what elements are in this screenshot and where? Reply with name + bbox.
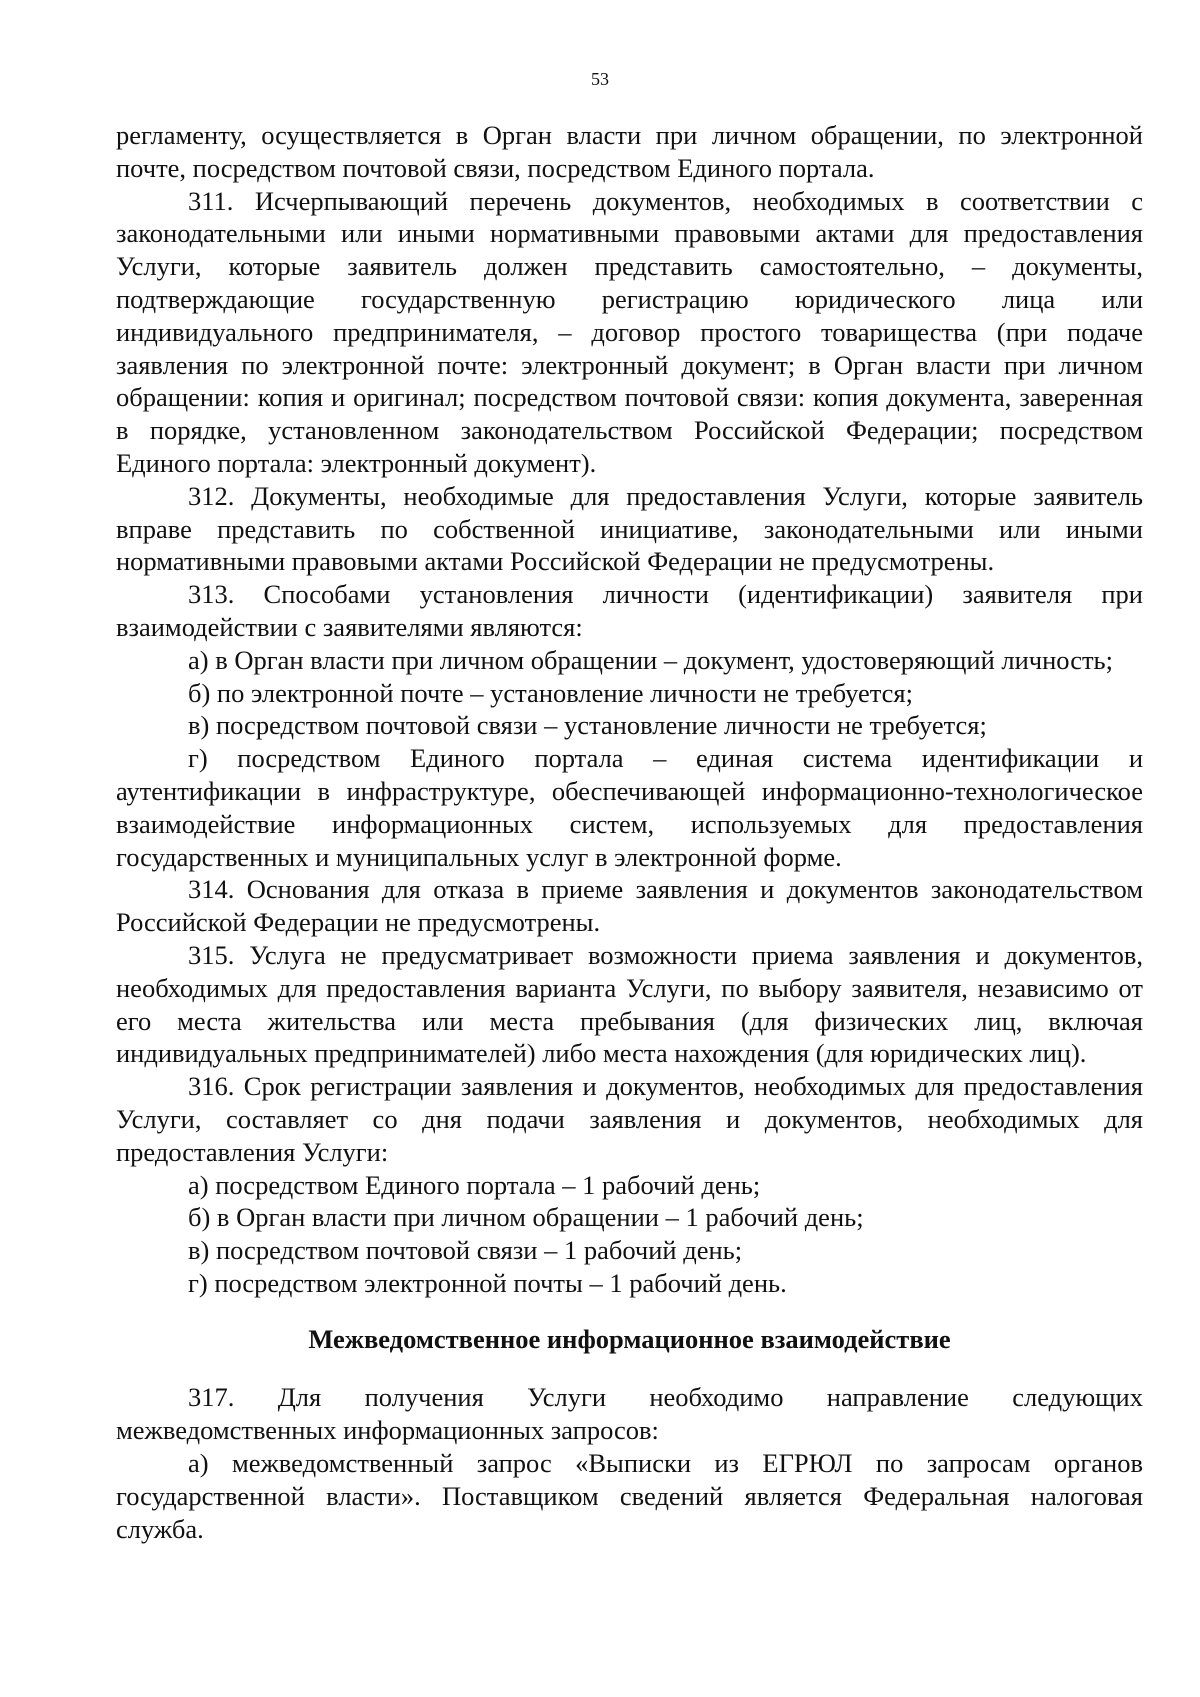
paragraph-317: 317. Для получения Услуги необходимо направление следующих межведомственных информационных запросов: bbox=[116, 1382, 1143, 1446]
section-heading: Межведомственное информационное взаимодействие bbox=[308, 1323, 951, 1354]
paragraph-316-v: в) посредством почтовой связи – 1 рабочий день; bbox=[188, 1235, 743, 1266]
paragraph-314: 314. Основания для отказа в приеме заявления и документов законодательством Российской Федерации не предусмотрены. bbox=[116, 874, 1143, 938]
paragraph-316-b: б) в Орган власти при личном обращении – 1 рабочий день; bbox=[188, 1202, 864, 1233]
paragraph-313: 313. Способами установления личности (идентификации) заявителя при взаимодействии с заявителями являются: bbox=[116, 579, 1143, 642]
paragraph-316-a: а) посредством Единого портала – 1 рабочий день; bbox=[188, 1169, 761, 1200]
paragraph-continuation: регламенту, осуществляется в Орган власти при личном обращении, по электронной почте, посредством почтовой связи, посредством Единого портала. bbox=[116, 120, 1143, 183]
paragraph-316: 316. Срок регистрации заявления и документов, необходимых для предоставления Услуги, составляет со дня подачи заявления и документов, необходимых для предоставления Услуги: bbox=[116, 1071, 1143, 1167]
document-body bbox=[116, 119, 1143, 1545]
paragraph-311: 311. Исчерпывающий перечень документов, необходимых в соответствии с законодательными или иными нормативными правовыми актами для предоставления Услуги, которые заявитель должен представить самостоятельно, – документы, подтверждающие государственную регистрацию юридического лица или индивидуального предпринимателя, – договор простого товарищества (при подаче заявления по электронной почте: электронный документ; в Орган власти при личном обращении: копия и оригинал; посредством почтовой связи: копия документа, заверенная в порядке, установленном законодательством Российской Федерации; посредством Единого портала: электронный документ). bbox=[116, 185, 1143, 478]
paragraph-312: 312. Документы, необходимые для предоставления Услуги, которые заявитель вправе представить по собственной инициативе, законодательными или иными нормативными правовыми актами Российской Федерации не предусмотрены. bbox=[116, 480, 1143, 577]
paragraph-315: 315. Услуга не предусматривает возможности приема заявления и документов, необходимых для предоставления варианта Услуги, по выбору заявителя, независимо от его места жительства или места пребывания (для физических лиц, включая индивидуальных предпринимателей) либо места нахождения (для юридических лиц). bbox=[116, 939, 1143, 1069]
paragraph-316-g: г) посредством электронной почты – 1 рабочий день. bbox=[188, 1267, 787, 1298]
paragraph-313-b: б) по электронной почте – установление личности не требуется; bbox=[188, 677, 913, 708]
paragraph-313-v: в) посредством почтовой связи – установление личности не требуется; bbox=[188, 710, 987, 741]
paragraph-313-g: г) посредством Единого портала – единая система идентификации и аутентификации в инфраструктуре, обеспечивающей информационно-технологическое взаимодействие информационных систем, используемых для предоставления государственных и муниципальных услуг в электронной форме. bbox=[116, 743, 1143, 872]
page-number: 53 bbox=[591, 69, 609, 89]
paragraph-313-a: а) в Орган власти при личном обращении – документ, удостоверяющий личность; bbox=[188, 644, 1113, 675]
paragraph-317-a: а) межведомственный запрос «Выписки из ЕГРЮЛ по запросам органов государственной власти». Поставщиком сведений является Федеральная налоговая служба. bbox=[116, 1448, 1143, 1544]
